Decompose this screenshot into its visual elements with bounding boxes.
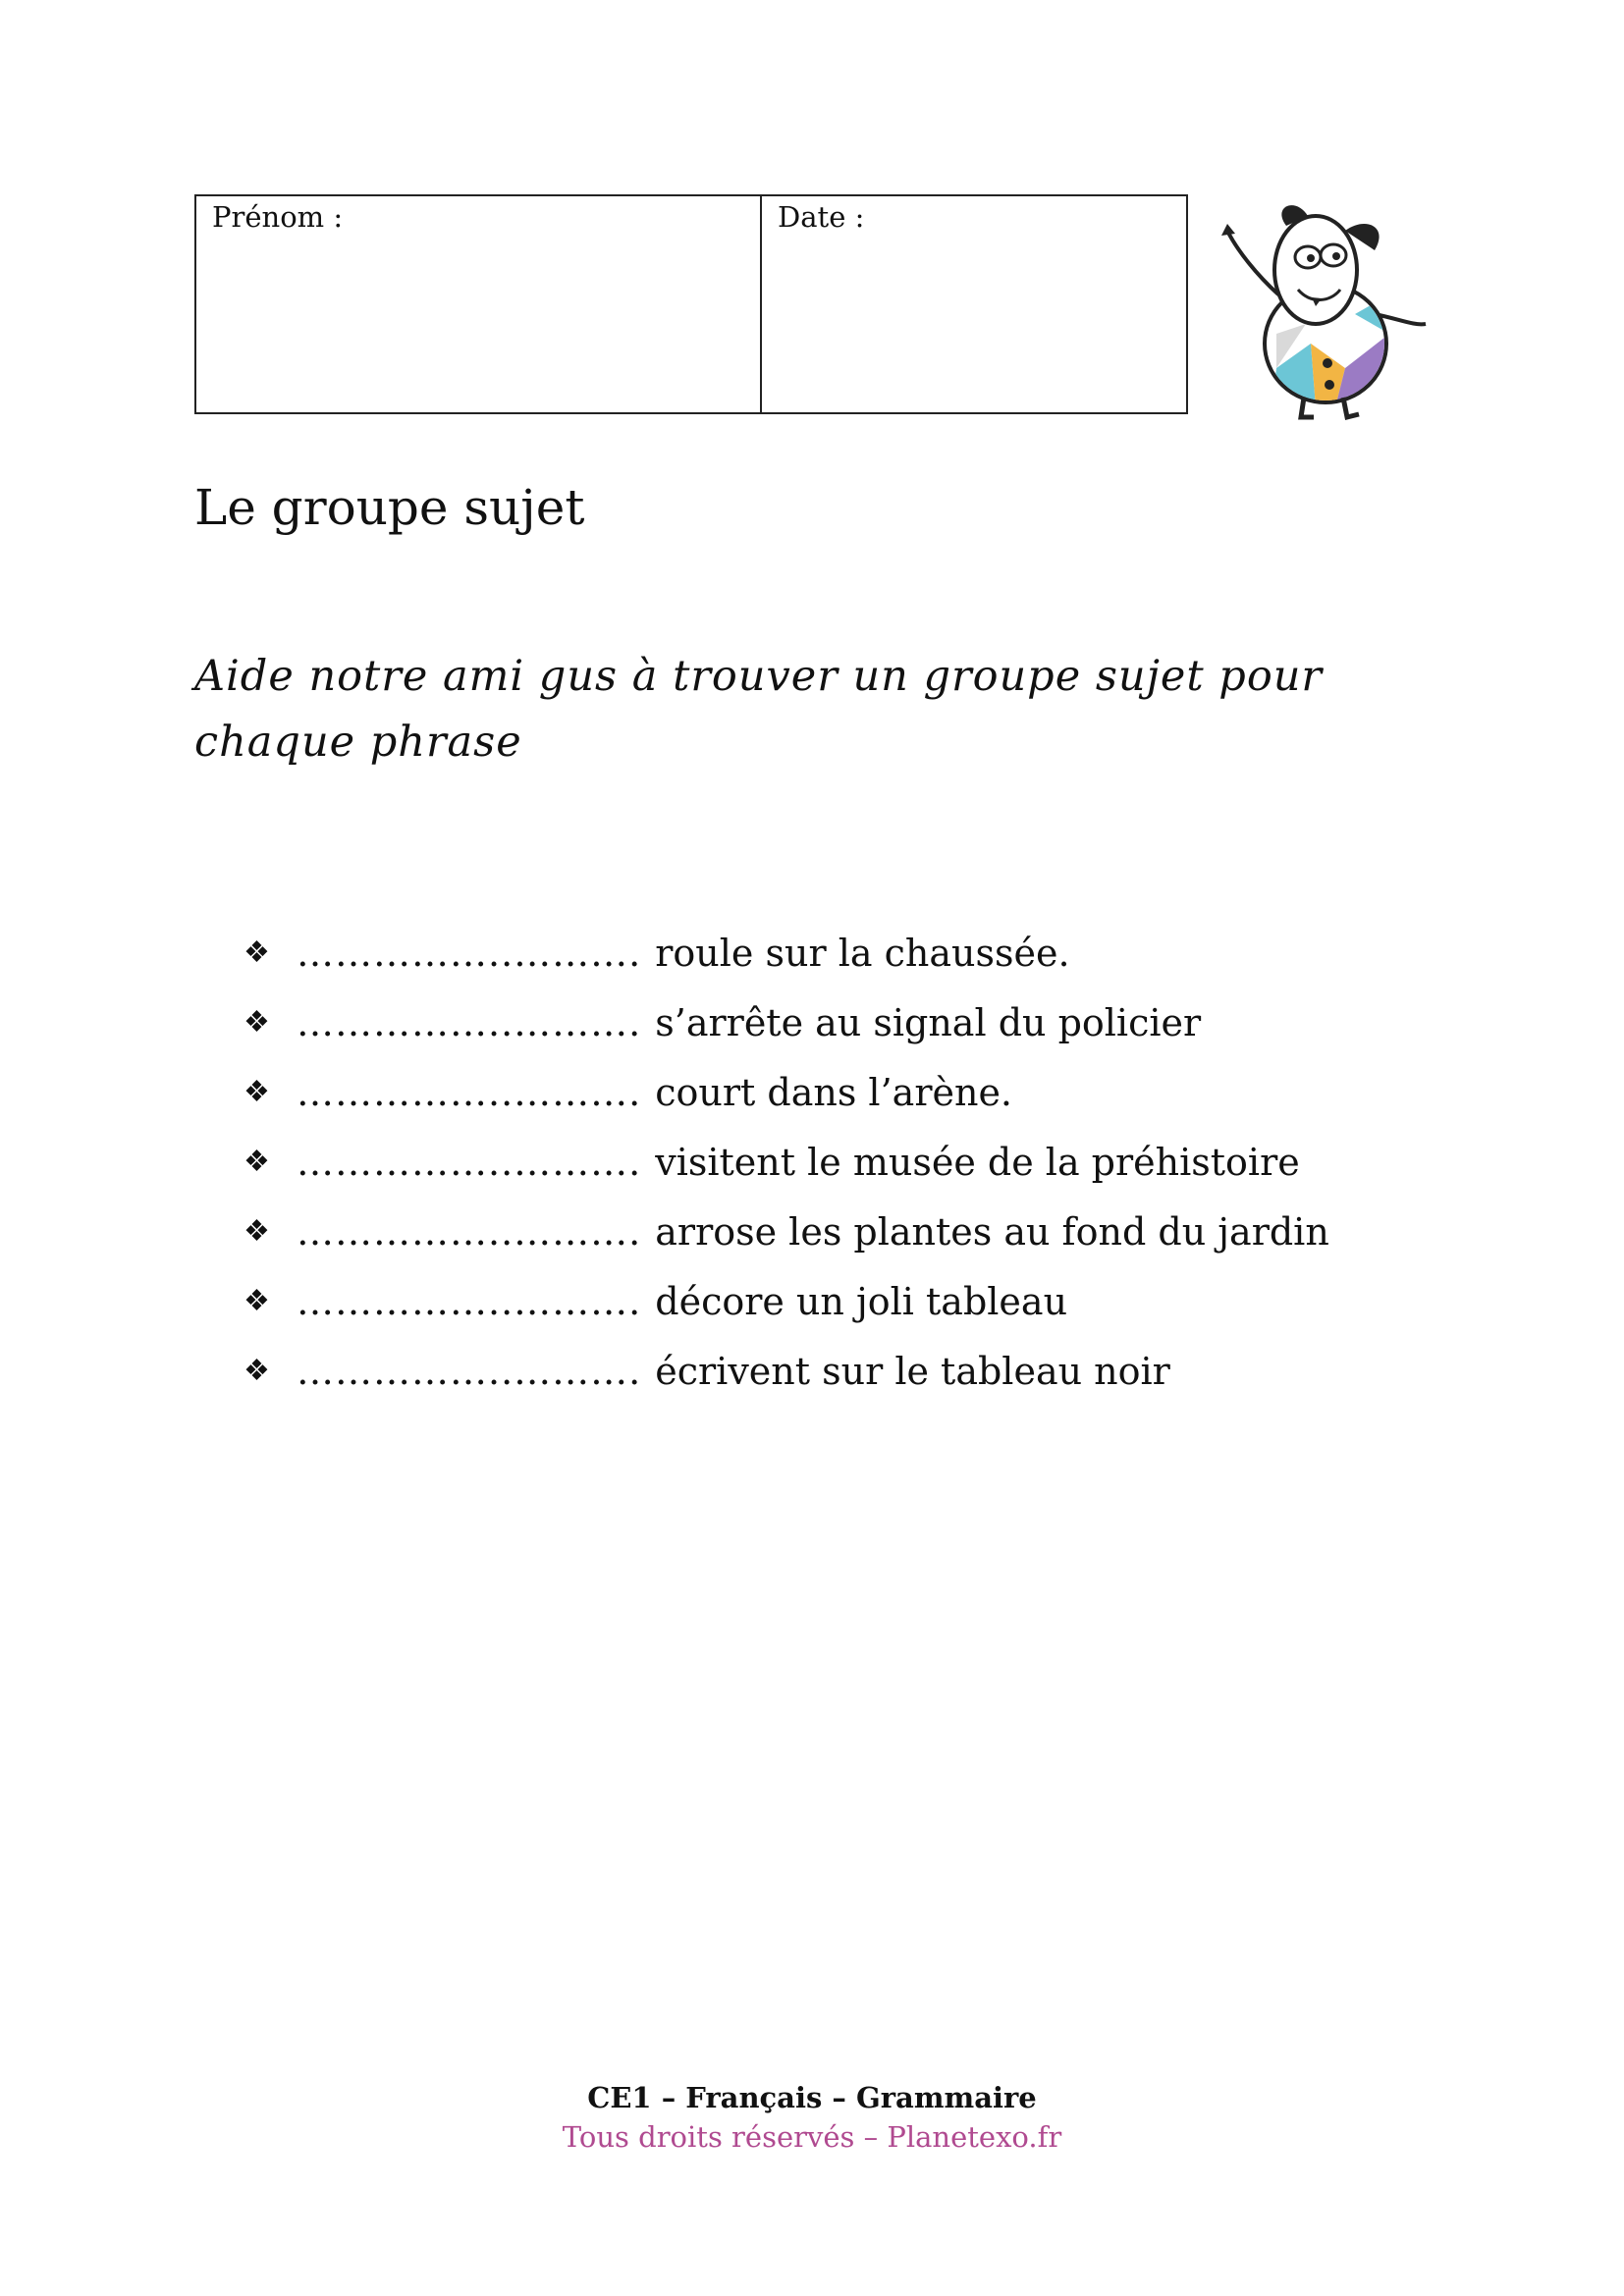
sentence-text: roule sur la chaussée. [655, 931, 1070, 975]
date-label: Date : [778, 200, 865, 234]
sentence-text: court dans l’arène. [655, 1070, 1013, 1114]
answer-blank[interactable]: ……………..………. [297, 1349, 642, 1393]
list-item [244, 918, 1329, 988]
sentence-text: visitent le musée de la préhistoire [655, 1140, 1300, 1184]
footer-copyright: Tous droits réservés – Planetexo.fr [562, 2120, 1062, 2154]
bullet-icon: ❖ [244, 1005, 270, 1040]
sentence-text: décore un joli tableau [655, 1279, 1068, 1323]
sentence-text: écrivent sur le tableau noir [655, 1349, 1170, 1393]
footer-title: CE1 – Français – Grammaire [587, 2081, 1037, 2114]
answer-blank[interactable]: ……………..………. [297, 1070, 642, 1114]
answer-blank[interactable]: ……………..………. [297, 1000, 642, 1044]
answer-blank[interactable]: ……………..………. [297, 1279, 642, 1323]
exercise-list [244, 918, 1329, 1406]
bullet-icon: ❖ [244, 1284, 270, 1318]
list-item [244, 1266, 1329, 1336]
sheep-mascot-icon [1218, 196, 1434, 422]
bullet-icon: ❖ [244, 1354, 270, 1388]
answer-blank[interactable]: ……………..………. [297, 931, 642, 975]
bullet-icon: ❖ [244, 935, 270, 970]
sentence-text: arrose les plantes au fond du jardin [655, 1209, 1329, 1254]
bullet-icon: ❖ [244, 1145, 270, 1179]
sentence-text: s’arrête au signal du policier [655, 1000, 1202, 1044]
instruction-text: Aide notre ami gus à trouver un groupe sujet pour chaque phrase [194, 652, 1323, 767]
answer-blank[interactable]: ……………..………. [297, 1140, 642, 1184]
page-title: Le groupe sujet [194, 479, 585, 536]
answer-blank[interactable]: ……………..………. [297, 1209, 642, 1254]
list-item [244, 1336, 1329, 1406]
prenom-field[interactable] [196, 196, 762, 412]
list-item [244, 1197, 1329, 1266]
list-item [244, 1057, 1329, 1127]
list-item [244, 1127, 1329, 1197]
prenom-label: Prénom : [212, 200, 344, 234]
bullet-icon: ❖ [244, 1075, 270, 1109]
date-field[interactable] [762, 196, 1186, 412]
student-info-table [194, 194, 1188, 414]
list-item [244, 988, 1329, 1057]
bullet-icon: ❖ [244, 1214, 270, 1249]
